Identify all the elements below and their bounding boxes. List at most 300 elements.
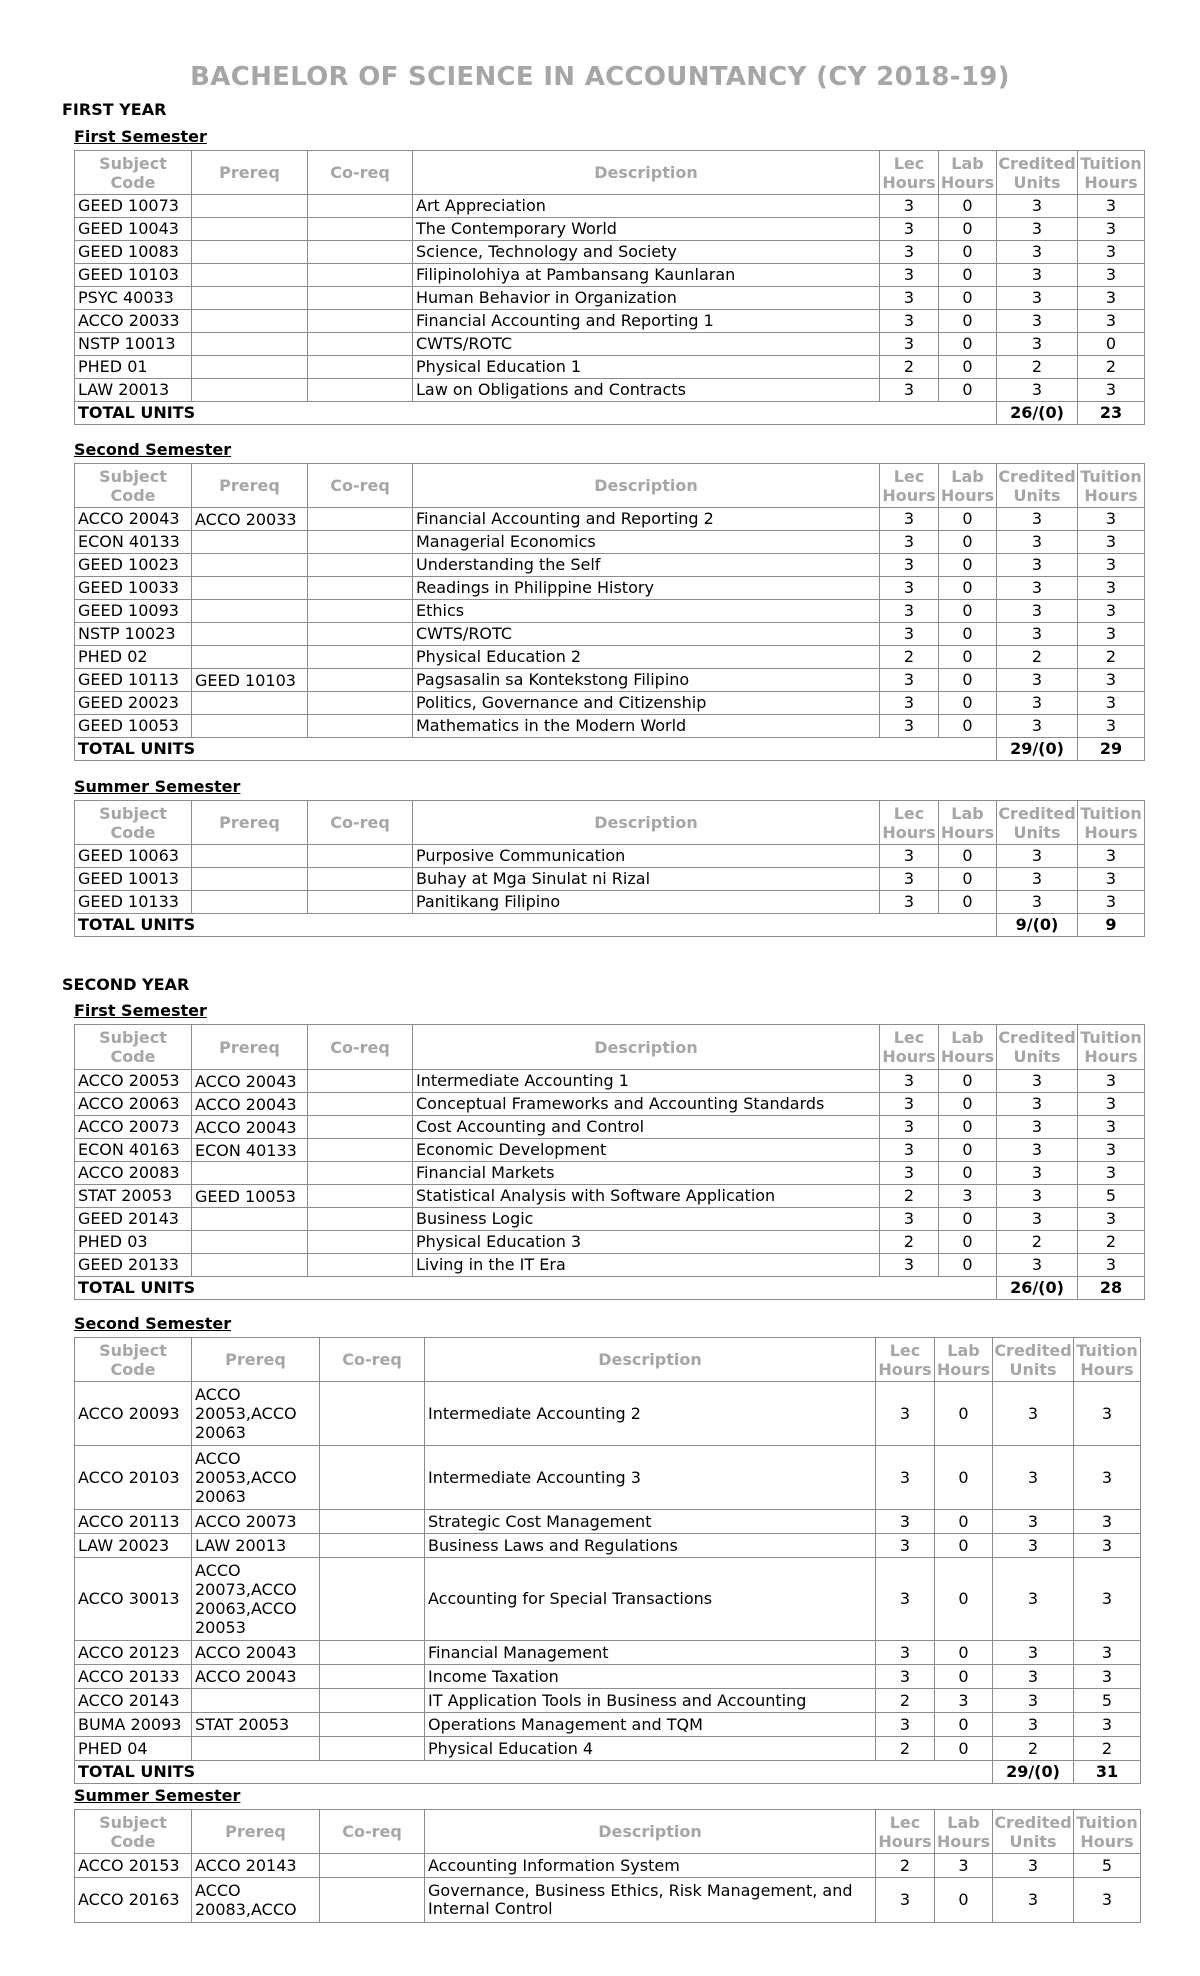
total-tuition-hours: 28: [1078, 1277, 1145, 1300]
subject-code-cell: GEED 20023: [75, 692, 192, 715]
subject-code-cell: GEED 10013: [75, 868, 192, 891]
coreq-cell: [308, 868, 413, 891]
description-cell: Intermediate Accounting 3: [425, 1446, 876, 1510]
lab-hours-cell: 0: [939, 333, 997, 356]
prereq-cell: ACCO 20043: [192, 1070, 308, 1093]
lec-hours-cell: 3: [876, 1641, 935, 1665]
table-row: [75, 891, 1145, 914]
description-cell: Financial Accounting and Reporting 1: [413, 310, 880, 333]
lab-hours-cell: 0: [935, 1510, 993, 1534]
table-row: [75, 868, 1145, 891]
total-label: TOTAL UNITS: [75, 1761, 993, 1784]
credited-units-header: Credited Units: [997, 151, 1078, 195]
description-cell: Politics, Governance and Citizenship: [413, 692, 880, 715]
credited-units-cell: 3: [997, 868, 1078, 891]
coreq-cell: [320, 1713, 425, 1737]
coreq-cell: [308, 1139, 413, 1162]
prereq-cell: [192, 1231, 308, 1254]
prereq-cell: ACCO 20043: [192, 1116, 308, 1139]
total-tuition-hours: 29: [1078, 738, 1145, 761]
credited-units-cell: 3: [997, 531, 1078, 554]
subject-code-cell: NSTP 10013: [75, 333, 192, 356]
lab-hours-cell: 0: [939, 1093, 997, 1116]
coreq-cell: [308, 554, 413, 577]
tuition-hours-cell: 2: [1078, 1231, 1145, 1254]
coreq-cell: [308, 241, 413, 264]
description-cell: Living in the IT Era: [413, 1254, 880, 1277]
subject-code-cell: GEED 10133: [75, 891, 192, 914]
description-cell: Physical Education 2: [413, 646, 880, 669]
total-row: [75, 914, 1145, 937]
total-label: TOTAL UNITS: [75, 914, 997, 937]
description-cell: Mathematics in the Modern World: [413, 715, 880, 738]
tuition-hours-cell: 3: [1078, 218, 1145, 241]
semester-heading: Summer Semester: [74, 777, 241, 796]
description-header: Description: [413, 801, 880, 845]
subject-code-cell: GEED 20143: [75, 1208, 192, 1231]
subject-code-header: Subject Code: [75, 1025, 192, 1070]
coreq-cell: [308, 623, 413, 646]
subject-code-header: Subject Code: [75, 464, 192, 508]
coreq-cell: [308, 310, 413, 333]
subject-code-cell: ECON 40133: [75, 531, 192, 554]
lab-hours-header: Lab Hours: [935, 1810, 993, 1854]
tuition-hours-cell: 3: [1074, 1534, 1141, 1558]
tuition-hours-cell: 3: [1078, 692, 1145, 715]
lab-hours-cell: 0: [939, 1139, 997, 1162]
prereq-cell: [192, 600, 308, 623]
description-header: Description: [425, 1338, 876, 1382]
lec-hours-cell: 3: [880, 669, 939, 692]
lec-hours-cell: 3: [880, 623, 939, 646]
table-row: [75, 554, 1145, 577]
credited-units-header: Credited Units: [993, 1810, 1074, 1854]
lab-hours-cell: 0: [939, 379, 997, 402]
semester-heading: Summer Semester: [74, 1786, 241, 1805]
credited-units-cell: 3: [997, 554, 1078, 577]
prereq-cell: [192, 531, 308, 554]
lec-hours-header: Lec Hours: [876, 1810, 935, 1854]
total-credited-units: 9/(0): [997, 914, 1078, 937]
prereq-cell: [192, 1208, 308, 1231]
coreq-cell: [308, 600, 413, 623]
subject-code-header: Subject Code: [75, 801, 192, 845]
tuition-hours-cell: 3: [1078, 241, 1145, 264]
table-row: [75, 623, 1145, 646]
coreq-cell: [320, 1689, 425, 1713]
lab-hours-cell: 0: [939, 1116, 997, 1139]
coreq-header: Co-req: [308, 151, 413, 195]
table-row: [75, 195, 1145, 218]
description-cell: Business Logic: [413, 1208, 880, 1231]
description-cell: Financial Management: [425, 1641, 876, 1665]
coreq-cell: [320, 1854, 425, 1878]
prereq-header: Prereq: [192, 464, 308, 508]
subject-code-header: Subject Code: [75, 151, 192, 195]
prereq-cell: [192, 264, 308, 287]
subject-code-cell: PHED 04: [75, 1737, 192, 1761]
course-table: [74, 1337, 1141, 1784]
subject-code-cell: GEED 10053: [75, 715, 192, 738]
subject-code-cell: PHED 01: [75, 356, 192, 379]
description-cell: Financial Accounting and Reporting 2: [413, 508, 880, 531]
table-row: [75, 646, 1145, 669]
prereq-header: Prereq: [192, 1810, 320, 1854]
total-credited-units: 26/(0): [997, 1277, 1078, 1300]
table-row: [75, 1446, 1141, 1510]
lec-hours-cell: 3: [880, 287, 939, 310]
subject-code-cell: PHED 03: [75, 1231, 192, 1254]
lec-hours-cell: 3: [876, 1510, 935, 1534]
subject-code-header: Subject Code: [75, 1338, 192, 1382]
description-header: Description: [413, 464, 880, 508]
subject-code-cell: GEED 10103: [75, 264, 192, 287]
total-row: [75, 402, 1145, 425]
coreq-cell: [308, 333, 413, 356]
table-row: [75, 1641, 1141, 1665]
description-cell: Science, Technology and Society: [413, 241, 880, 264]
credited-units-cell: 3: [997, 1139, 1078, 1162]
credited-units-cell: 3: [997, 508, 1078, 531]
lec-hours-cell: 3: [880, 692, 939, 715]
table-row: [75, 1116, 1145, 1139]
page-title: BACHELOR OF SCIENCE IN ACCOUNTANCY (CY 2018-19): [190, 62, 1010, 92]
tuition-hours-cell: 3: [1078, 1070, 1145, 1093]
course-table: [74, 800, 1145, 937]
prereq-cell: STAT 20053: [192, 1713, 320, 1737]
tuition-hours-header: Tuition Hours: [1074, 1338, 1141, 1382]
credited-units-cell: 3: [997, 600, 1078, 623]
description-cell: Physical Education 3: [413, 1231, 880, 1254]
tuition-hours-cell: 3: [1078, 669, 1145, 692]
coreq-header: Co-req: [320, 1810, 425, 1854]
credited-units-header: Credited Units: [993, 1338, 1074, 1382]
lec-hours-cell: 3: [876, 1878, 935, 1923]
subject-code-cell: GEED 10043: [75, 218, 192, 241]
lab-hours-cell: 0: [935, 1534, 993, 1558]
prereq-cell: ACCO 20043: [192, 1641, 320, 1665]
lab-hours-cell: 0: [935, 1713, 993, 1737]
lab-hours-cell: 0: [939, 508, 997, 531]
description-cell: Physical Education 1: [413, 356, 880, 379]
table-row: [75, 264, 1145, 287]
description-cell: Governance, Business Ethics, Risk Management, and Internal Control: [425, 1878, 876, 1923]
prereq-header: Prereq: [192, 1025, 308, 1070]
credited-units-cell: 3: [993, 1713, 1074, 1737]
description-cell: Accounting for Special Transactions: [425, 1558, 876, 1641]
subject-code-cell: ACCO 20123: [75, 1641, 192, 1665]
table-row: [75, 577, 1145, 600]
table-row: [75, 692, 1145, 715]
lec-hours-cell: 3: [876, 1534, 935, 1558]
table-row: [75, 1878, 1141, 1923]
prereq-cell: ACCO 20033: [192, 508, 308, 531]
tuition-hours-cell: 3: [1078, 891, 1145, 914]
tuition-hours-cell: 5: [1074, 1854, 1141, 1878]
prereq-cell: LAW 20013: [192, 1534, 320, 1558]
lab-hours-cell: 0: [935, 1446, 993, 1510]
lec-hours-header: Lec Hours: [876, 1338, 935, 1382]
subject-code-cell: NSTP 10023: [75, 623, 192, 646]
coreq-header: Co-req: [308, 1025, 413, 1070]
credited-units-cell: 3: [997, 623, 1078, 646]
description-cell: CWTS/ROTC: [413, 623, 880, 646]
lab-hours-cell: 0: [939, 554, 997, 577]
lab-hours-cell: 0: [935, 1382, 993, 1446]
lec-hours-cell: 2: [880, 356, 939, 379]
description-header: Description: [413, 151, 880, 195]
header-row: [75, 1810, 1141, 1854]
tuition-hours-header: Tuition Hours: [1078, 151, 1145, 195]
subject-code-cell: GEED 10023: [75, 554, 192, 577]
prereq-cell: [192, 310, 308, 333]
tuition-hours-cell: 3: [1078, 195, 1145, 218]
lab-hours-cell: 0: [939, 241, 997, 264]
coreq-cell: [308, 845, 413, 868]
subject-code-cell: ACCO 20153: [75, 1854, 192, 1878]
subject-code-cell: PSYC 40033: [75, 287, 192, 310]
lab-hours-cell: 0: [935, 1558, 993, 1641]
lab-hours-cell: 0: [939, 310, 997, 333]
semester-heading: First Semester: [74, 1001, 207, 1020]
tuition-hours-cell: 3: [1078, 554, 1145, 577]
prereq-cell: [192, 845, 308, 868]
description-cell: Purposive Communication: [413, 845, 880, 868]
credited-units-cell: 3: [993, 1854, 1074, 1878]
subject-code-cell: ACCO 20133: [75, 1665, 192, 1689]
prereq-cell: ACCO 20053,ACCO 20063: [192, 1382, 320, 1446]
coreq-cell: [320, 1641, 425, 1665]
year-heading: SECOND YEAR: [62, 975, 190, 994]
description-cell: Pagsasalin sa Kontekstong Filipino: [413, 669, 880, 692]
table-row: [75, 508, 1145, 531]
prereq-cell: [192, 868, 308, 891]
lab-hours-cell: 0: [939, 715, 997, 738]
lab-hours-cell: 0: [939, 891, 997, 914]
prereq-cell: [192, 1162, 308, 1185]
semester-heading: Second Semester: [74, 1314, 232, 1333]
lab-hours-cell: 0: [939, 1208, 997, 1231]
subject-code-cell: ACCO 20113: [75, 1510, 192, 1534]
description-cell: Strategic Cost Management: [425, 1510, 876, 1534]
subject-code-cell: PHED 02: [75, 646, 192, 669]
table-row: [75, 1558, 1141, 1641]
description-cell: IT Application Tools in Business and Accounting: [425, 1689, 876, 1713]
lab-hours-cell: 3: [935, 1854, 993, 1878]
credited-units-cell: 3: [997, 1093, 1078, 1116]
semester-heading: Second Semester: [74, 440, 232, 459]
subject-code-cell: ACCO 20093: [75, 1382, 192, 1446]
lab-hours-header: Lab Hours: [939, 801, 997, 845]
coreq-cell: [320, 1510, 425, 1534]
credited-units-cell: 3: [997, 715, 1078, 738]
subject-code-cell: ACCO 20033: [75, 310, 192, 333]
lec-hours-cell: 3: [880, 554, 939, 577]
table-row: [75, 1070, 1145, 1093]
prereq-cell: ACCO 20043: [192, 1093, 308, 1116]
description-cell: Statistical Analysis with Software Application: [413, 1185, 880, 1208]
lec-hours-cell: 3: [880, 379, 939, 402]
credited-units-cell: 3: [997, 1162, 1078, 1185]
credited-units-cell: 3: [997, 264, 1078, 287]
credited-units-header: Credited Units: [997, 1025, 1078, 1070]
tuition-hours-cell: 3: [1078, 845, 1145, 868]
table-row: [75, 531, 1145, 554]
lec-hours-cell: 2: [880, 1185, 939, 1208]
subject-code-cell: ACCO 20053: [75, 1070, 192, 1093]
credited-units-cell: 3: [997, 1116, 1078, 1139]
table-row: [75, 845, 1145, 868]
header-row: [75, 151, 1145, 195]
lab-hours-cell: 0: [939, 669, 997, 692]
subject-code-cell: ACCO 20073: [75, 1116, 192, 1139]
lab-hours-cell: 0: [939, 692, 997, 715]
table-row: [75, 1534, 1141, 1558]
lec-hours-cell: 3: [880, 531, 939, 554]
prereq-cell: [192, 692, 308, 715]
lab-hours-cell: 0: [939, 1254, 997, 1277]
tuition-hours-cell: 3: [1074, 1558, 1141, 1641]
description-cell: Panitikang Filipino: [413, 891, 880, 914]
prereq-cell: [192, 1689, 320, 1713]
credited-units-cell: 3: [997, 845, 1078, 868]
lab-hours-cell: 0: [939, 1162, 997, 1185]
tuition-hours-cell: 2: [1078, 356, 1145, 379]
prereq-cell: GEED 10053: [192, 1185, 308, 1208]
credited-units-cell: 3: [997, 891, 1078, 914]
credited-units-cell: 3: [997, 333, 1078, 356]
lec-hours-cell: 3: [880, 1070, 939, 1093]
credited-units-cell: 3: [997, 1208, 1078, 1231]
table-row: [75, 333, 1145, 356]
credited-units-cell: 3: [993, 1665, 1074, 1689]
description-cell: Accounting Information System: [425, 1854, 876, 1878]
credited-units-cell: 2: [997, 1231, 1078, 1254]
credited-units-cell: 3: [997, 379, 1078, 402]
lab-hours-cell: 0: [939, 264, 997, 287]
tuition-hours-header: Tuition Hours: [1078, 801, 1145, 845]
lec-hours-header: Lec Hours: [880, 151, 939, 195]
coreq-cell: [320, 1534, 425, 1558]
subject-code-cell: ACCO 20103: [75, 1446, 192, 1510]
tuition-hours-cell: 5: [1074, 1689, 1141, 1713]
lab-hours-header: Lab Hours: [939, 464, 997, 508]
subject-code-cell: ACCO 30013: [75, 1558, 192, 1641]
lab-hours-cell: 0: [939, 287, 997, 310]
header-row: [75, 1025, 1145, 1070]
table-row: [75, 241, 1145, 264]
tuition-hours-cell: 3: [1074, 1878, 1141, 1923]
table-row: [75, 1231, 1145, 1254]
table-row: [75, 1162, 1145, 1185]
prereq-cell: [192, 1254, 308, 1277]
credited-units-cell: 3: [997, 577, 1078, 600]
lec-hours-cell: 2: [880, 646, 939, 669]
lec-hours-cell: 2: [876, 1854, 935, 1878]
subject-code-cell: GEED 10083: [75, 241, 192, 264]
lec-hours-cell: 3: [880, 1093, 939, 1116]
coreq-cell: [308, 508, 413, 531]
table-row: [75, 1689, 1141, 1713]
header-row: [75, 801, 1145, 845]
prereq-cell: ACCO 20143: [192, 1854, 320, 1878]
lab-hours-header: Lab Hours: [935, 1338, 993, 1382]
tuition-hours-cell: 3: [1078, 1254, 1145, 1277]
subject-code-cell: ACCO 20083: [75, 1162, 192, 1185]
tuition-hours-cell: 3: [1078, 1208, 1145, 1231]
description-cell: Income Taxation: [425, 1665, 876, 1689]
coreq-header: Co-req: [320, 1338, 425, 1382]
table-row: [75, 356, 1145, 379]
lab-hours-cell: 0: [935, 1737, 993, 1761]
credited-units-cell: 3: [993, 1641, 1074, 1665]
tuition-hours-cell: 3: [1078, 1162, 1145, 1185]
lab-hours-cell: 0: [939, 600, 997, 623]
description-cell: Physical Education 4: [425, 1737, 876, 1761]
prereq-cell: [192, 623, 308, 646]
prereq-cell: [192, 218, 308, 241]
lab-hours-cell: 0: [939, 356, 997, 379]
lec-hours-cell: 3: [876, 1665, 935, 1689]
year-heading: FIRST YEAR: [62, 100, 167, 119]
coreq-cell: [308, 1254, 413, 1277]
prereq-cell: [192, 646, 308, 669]
description-cell: Cost Accounting and Control: [413, 1116, 880, 1139]
description-cell: Operations Management and TQM: [425, 1713, 876, 1737]
table-row: [75, 600, 1145, 623]
credited-units-cell: 3: [993, 1382, 1074, 1446]
description-cell: Business Laws and Regulations: [425, 1534, 876, 1558]
subject-code-cell: GEED 10063: [75, 845, 192, 868]
total-label: TOTAL UNITS: [75, 1277, 997, 1300]
subject-code-cell: LAW 20013: [75, 379, 192, 402]
coreq-header: Co-req: [308, 464, 413, 508]
description-cell: Human Behavior in Organization: [413, 287, 880, 310]
total-tuition-hours: 9: [1078, 914, 1145, 937]
credited-units-cell: 2: [997, 356, 1078, 379]
course-table: [74, 463, 1145, 761]
lab-hours-cell: 0: [939, 1231, 997, 1254]
prereq-cell: [192, 356, 308, 379]
tuition-hours-cell: 5: [1078, 1185, 1145, 1208]
lec-hours-cell: 3: [880, 845, 939, 868]
prereq-cell: ACCO 20053,ACCO 20063: [192, 1446, 320, 1510]
prereq-cell: [192, 577, 308, 600]
coreq-cell: [308, 1093, 413, 1116]
subject-code-cell: BUMA 20093: [75, 1713, 192, 1737]
subject-code-cell: GEED 20133: [75, 1254, 192, 1277]
lec-hours-cell: 3: [880, 241, 939, 264]
subject-code-cell: GEED 10093: [75, 600, 192, 623]
coreq-cell: [308, 669, 413, 692]
lec-hours-cell: 3: [876, 1382, 935, 1446]
total-row: [75, 1277, 1145, 1300]
description-cell: Art Appreciation: [413, 195, 880, 218]
coreq-header: Co-req: [308, 801, 413, 845]
tuition-hours-cell: 3: [1078, 868, 1145, 891]
subject-code-cell: ACCO 20143: [75, 1689, 192, 1713]
total-tuition-hours: 31: [1074, 1761, 1141, 1784]
prereq-cell: [192, 891, 308, 914]
subject-code-cell: ACCO 20043: [75, 508, 192, 531]
coreq-cell: [320, 1382, 425, 1446]
coreq-cell: [320, 1665, 425, 1689]
coreq-cell: [308, 218, 413, 241]
lec-hours-cell: 3: [880, 195, 939, 218]
tuition-hours-cell: 3: [1078, 310, 1145, 333]
lec-hours-cell: 3: [880, 310, 939, 333]
header-row: [75, 1338, 1141, 1382]
